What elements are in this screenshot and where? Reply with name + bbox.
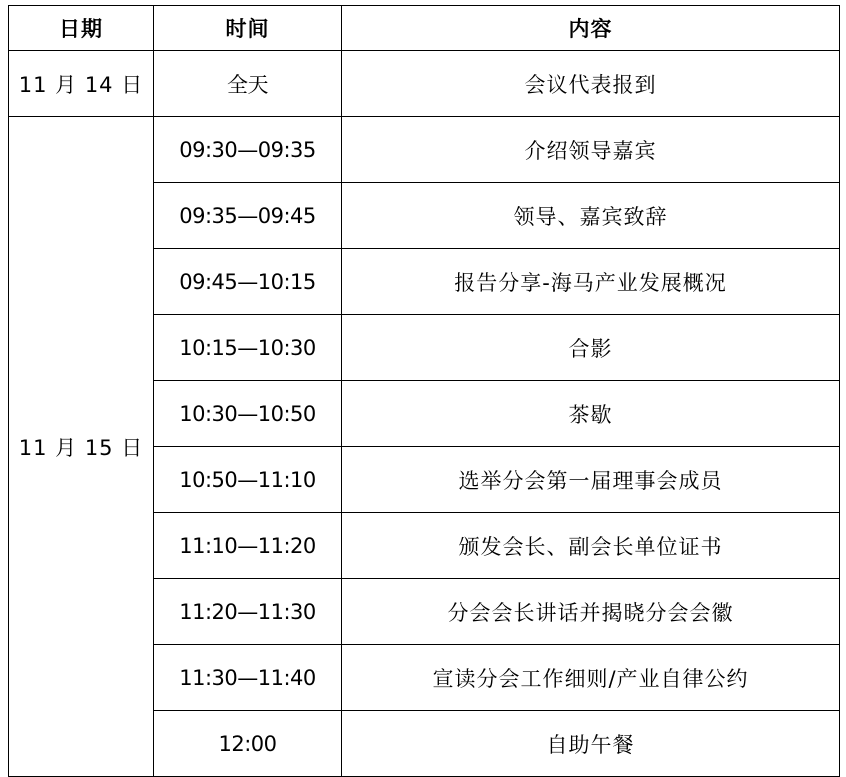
content-cell: 介绍领导嘉宾 xyxy=(342,117,840,183)
time-cell: 09:45—10:15 xyxy=(154,249,342,315)
header-date: 日期 xyxy=(9,6,154,51)
content-cell: 茶歇 xyxy=(342,381,840,447)
header-time: 时间 xyxy=(154,6,342,51)
time-cell: 09:30—09:35 xyxy=(154,117,342,183)
header-row xyxy=(9,6,840,51)
time-cell: 10:50—11:10 xyxy=(154,447,342,513)
content-cell: 颁发会长、副会长单位证书 xyxy=(342,513,840,579)
time-cell: 09:35—09:45 xyxy=(154,183,342,249)
time-cell: 10:15—10:30 xyxy=(154,315,342,381)
schedule-body xyxy=(9,51,840,777)
time-cell: 11:20—11:30 xyxy=(154,579,342,645)
content-cell: 领导、嘉宾致辞 xyxy=(342,183,840,249)
content-cell: 报告分享-海马产业发展概况 xyxy=(342,249,840,315)
time-cell: 10:30—10:50 xyxy=(154,381,342,447)
date-cell: 11 月 15 日 xyxy=(9,117,154,777)
date-cell: 11 月 14 日 xyxy=(9,51,154,117)
content-cell: 会议代表报到 xyxy=(342,51,840,117)
content-cell: 选举分会第一届理事会成员 xyxy=(342,447,840,513)
time-cell: 11:30—11:40 xyxy=(154,645,342,711)
time-cell: 12:00 xyxy=(154,711,342,777)
table-row xyxy=(9,51,840,117)
schedule-table xyxy=(8,5,840,777)
time-cell: 11:10—11:20 xyxy=(154,513,342,579)
time-cell: 全天 xyxy=(154,51,342,117)
header-content: 内容 xyxy=(342,6,840,51)
content-cell: 自助午餐 xyxy=(342,711,840,777)
content-cell: 宣读分会工作细则/产业自律公约 xyxy=(342,645,840,711)
content-cell: 分会会长讲话并揭晓分会会徽 xyxy=(342,579,840,645)
table-row xyxy=(9,117,840,183)
content-cell: 合影 xyxy=(342,315,840,381)
